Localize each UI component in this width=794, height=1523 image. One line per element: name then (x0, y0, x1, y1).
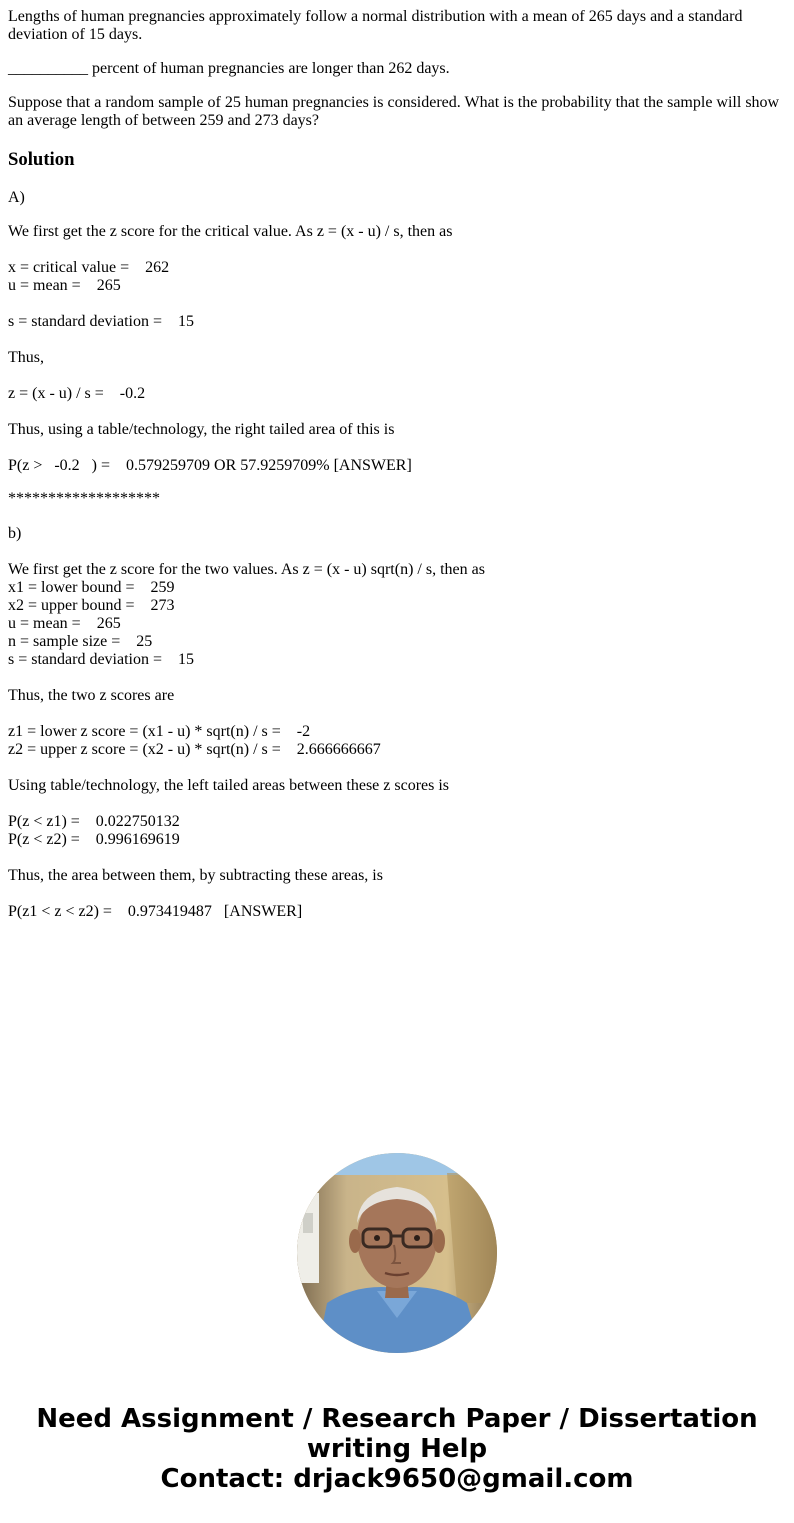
solution-line: Thus, (8, 349, 44, 366)
part-b-label: b) (8, 525, 22, 542)
author-photo (297, 1153, 497, 1353)
banner-line: writing Help (306, 1434, 488, 1464)
contact-email: Contact: drjack9650@gmail.com (160, 1464, 634, 1494)
solution-title: Solution (8, 149, 75, 170)
solution-line: We first get the z score for the critical value. As z = (x - u) / s, then as (8, 223, 453, 240)
contact-banner (0, 1404, 794, 1494)
question-intro: Lengths of human pregnancies approximately follow a normal distribution with a mean of 265 days and a standard deviation of 15 days. (8, 8, 743, 43)
solution-line: P(z < z1) = 0.022750132 (8, 813, 180, 830)
solution-line: P(z < z2) = 0.996169619 (8, 831, 180, 848)
solution-line: z1 = lower z score = (x1 - u) * sqrt(n) / s = -2 (8, 723, 311, 740)
solution-line: z2 = upper z score = (x2 - u) * sqrt(n) / s = 2.666666667 (8, 741, 381, 758)
question-part-b: Suppose that a random sample of 25 human pregnancies is considered. What is the probability that the sample will show an average length of between 259 and 273 days? (8, 94, 780, 129)
solution-line: u = mean = 265 (8, 615, 121, 632)
answer-line: P(z > -0.2 ) = 0.579259709 OR 57.9259709% [ANSWER] (8, 457, 412, 474)
solution-line: Using table/technology, the left tailed areas between these z scores is (8, 777, 450, 794)
part-a-label: A) (8, 189, 25, 206)
solution-line: x = critical value = 262 (8, 259, 170, 276)
answer-line: P(z1 < z < z2) = 0.973419487 [ANSWER] (8, 903, 303, 920)
separator: ******************* (8, 490, 160, 507)
solution-line: z = (x - u) / s = -0.2 (8, 385, 146, 402)
question-part-a: __________ percent of human pregnancies are longer than 262 days. (8, 60, 450, 77)
solution-line: u = mean = 265 (8, 277, 121, 294)
solution-line: n = sample size = 25 (8, 633, 153, 650)
solution-line: We first get the z score for the two values. As z = (x - u) sqrt(n) / s, then as (8, 561, 485, 578)
solution-line: x2 = upper bound = 273 (8, 597, 175, 614)
solution-line: Thus, using a table/technology, the right tailed area of this is (8, 421, 395, 438)
solution-line: s = standard deviation = 15 (8, 651, 195, 668)
portrait-illustration (297, 1153, 497, 1353)
solution-line: x1 = lower bound = 259 (8, 579, 175, 596)
solution-line: Thus, the two z scores are (8, 687, 175, 704)
solution-line: Thus, the area between them, by subtracting these areas, is (8, 867, 383, 884)
solution-line: s = standard deviation = 15 (8, 313, 195, 330)
banner-line: Need Assignment / Research Paper / Dissertation (36, 1404, 758, 1434)
